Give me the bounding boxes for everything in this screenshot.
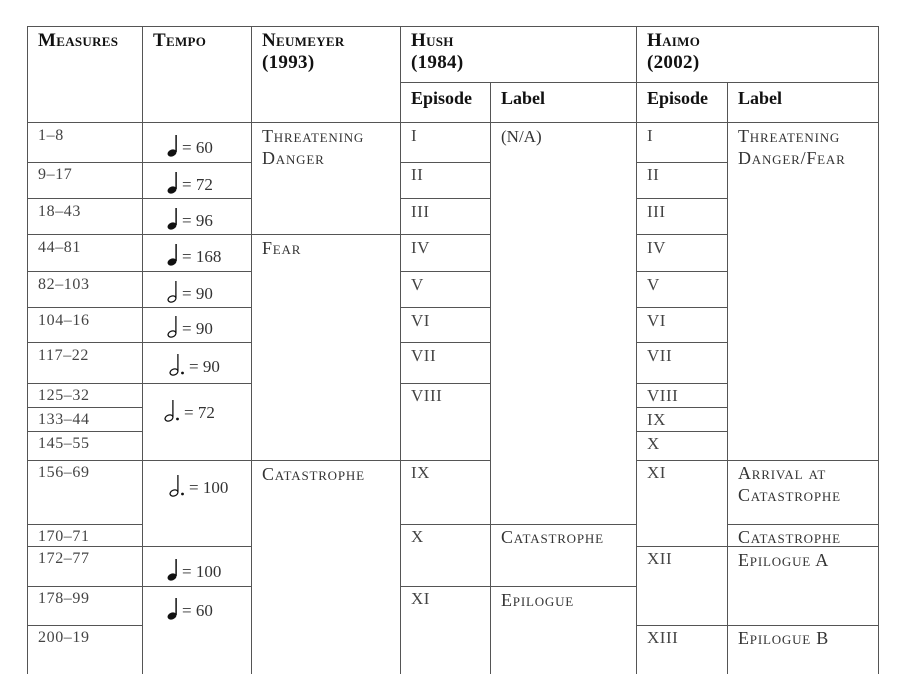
header-tempo: Tempo <box>153 30 207 51</box>
header-haimo: Haimo <box>647 30 701 51</box>
quarter-note-icon <box>167 171 179 195</box>
haimo-episode: IX <box>647 410 666 429</box>
haimo-episode: XIII <box>647 628 679 647</box>
header-haimo-label: Label <box>738 88 783 108</box>
hush-episode: IX <box>411 463 430 482</box>
neumeyer-label: Fear <box>262 238 302 258</box>
quarter-note-icon <box>167 558 179 582</box>
tempo-marking <box>167 558 221 582</box>
hush-episode: VI <box>411 311 430 330</box>
quarter-note-icon <box>167 134 179 158</box>
haimo-episode: XI <box>647 463 666 482</box>
header-neumeyer-year: (1993) <box>262 52 315 73</box>
haimo-episode: IV <box>647 238 666 257</box>
haimo-episode: X <box>647 434 660 453</box>
quarter-note-icon <box>167 243 179 267</box>
tempo-value: = 60 <box>182 138 213 157</box>
half-note-icon <box>167 280 179 304</box>
half-note-icon <box>167 315 179 339</box>
tempo-value: = 90 <box>189 357 220 376</box>
measure-cell: 82–103 <box>38 276 90 293</box>
tempo-marking <box>167 280 213 304</box>
measure-cell: 9–17 <box>38 166 73 183</box>
measure-cell: 133–44 <box>38 411 90 428</box>
haimo-episode: III <box>647 202 666 221</box>
haimo-episode: II <box>647 165 660 184</box>
measure-cell: 156–69 <box>38 464 90 481</box>
quarter-note-icon <box>167 597 179 621</box>
hush-episode: I <box>411 126 418 145</box>
tempo-value: = 100 <box>182 562 222 581</box>
dotted-half-note-icon <box>164 399 181 423</box>
tempo-value: = 96 <box>182 211 213 230</box>
tempo-marking <box>167 134 213 158</box>
measure-cell: 145–55 <box>38 435 90 452</box>
comparison-table <box>27 26 879 674</box>
hush-episode: IV <box>411 238 430 257</box>
dotted-half-note-icon <box>169 353 186 377</box>
measure-cell: 117–22 <box>38 347 90 364</box>
hush-episode: V <box>411 275 424 294</box>
measure-cell: 170–71 <box>38 528 90 545</box>
tempo-marking <box>164 399 215 423</box>
measure-cell: 44–81 <box>38 239 81 256</box>
tempo-marking <box>167 171 213 195</box>
header-hush: Hush <box>411 30 454 51</box>
header-measures: Measures <box>38 30 119 51</box>
tempo-value: = 72 <box>182 175 213 194</box>
haimo-episode: I <box>647 126 654 145</box>
header-hush-episode: Episode <box>411 88 473 108</box>
neumeyer-label: Catastrophe <box>262 464 365 484</box>
hush-episode: III <box>411 202 430 221</box>
haimo-episode: XII <box>647 549 673 568</box>
hush-label: Epilogue <box>501 590 575 610</box>
tempo-marking <box>167 207 213 231</box>
tempo-value: = 90 <box>182 284 213 303</box>
neumeyer-label: Threatening Danger <box>262 126 365 168</box>
measure-cell: 178–99 <box>38 590 90 607</box>
dotted-half-note-icon <box>169 474 186 498</box>
tempo-marking <box>167 597 213 621</box>
header-neumeyer: Neumeyer <box>262 30 345 51</box>
header-haimo-year: (2002) <box>647 52 700 73</box>
tempo-value: = 60 <box>182 601 213 620</box>
hush-episode: II <box>411 165 424 184</box>
haimo-label: Epilogue B <box>738 628 830 648</box>
tempo-value: = 100 <box>189 478 229 497</box>
tempo-value: = 72 <box>184 403 215 422</box>
haimo-episode: VI <box>647 311 666 330</box>
measure-cell: 104–16 <box>38 312 90 329</box>
measure-cell: 1–8 <box>38 127 64 144</box>
measure-cell: 172–77 <box>38 550 90 567</box>
hush-episode: VII <box>411 346 437 365</box>
header-hush-label: Label <box>501 88 546 108</box>
haimo-label: Catastrophe <box>738 527 841 547</box>
haimo-label: Epilogue A <box>738 550 830 570</box>
haimo-label: Threatening Danger/Fear <box>738 126 846 168</box>
haimo-label: Arrival at Catastrophe <box>738 463 841 505</box>
measure-cell: 125–32 <box>38 387 90 404</box>
tempo-value: = 168 <box>182 247 222 266</box>
header-haimo-episode: Episode <box>647 88 709 108</box>
haimo-episode: V <box>647 275 660 294</box>
quarter-note-icon <box>167 207 179 231</box>
tempo-marking <box>169 474 228 498</box>
haimo-episode: VIII <box>647 386 679 405</box>
header-hush-year: (1984) <box>411 52 464 73</box>
tempo-marking <box>169 353 220 377</box>
measure-cell: 18–43 <box>38 203 81 220</box>
haimo-episode: VII <box>647 346 673 365</box>
hush-episode: X <box>411 527 424 546</box>
measure-cell: 200–19 <box>38 629 90 646</box>
tempo-marking <box>167 315 213 339</box>
hush-episode: VIII <box>411 386 443 405</box>
tempo-marking <box>167 243 221 267</box>
hush-label: (N/A) <box>501 127 542 146</box>
tempo-value: = 90 <box>182 319 213 338</box>
hush-label: Catastrophe <box>501 527 604 547</box>
hush-episode: XI <box>411 589 430 608</box>
